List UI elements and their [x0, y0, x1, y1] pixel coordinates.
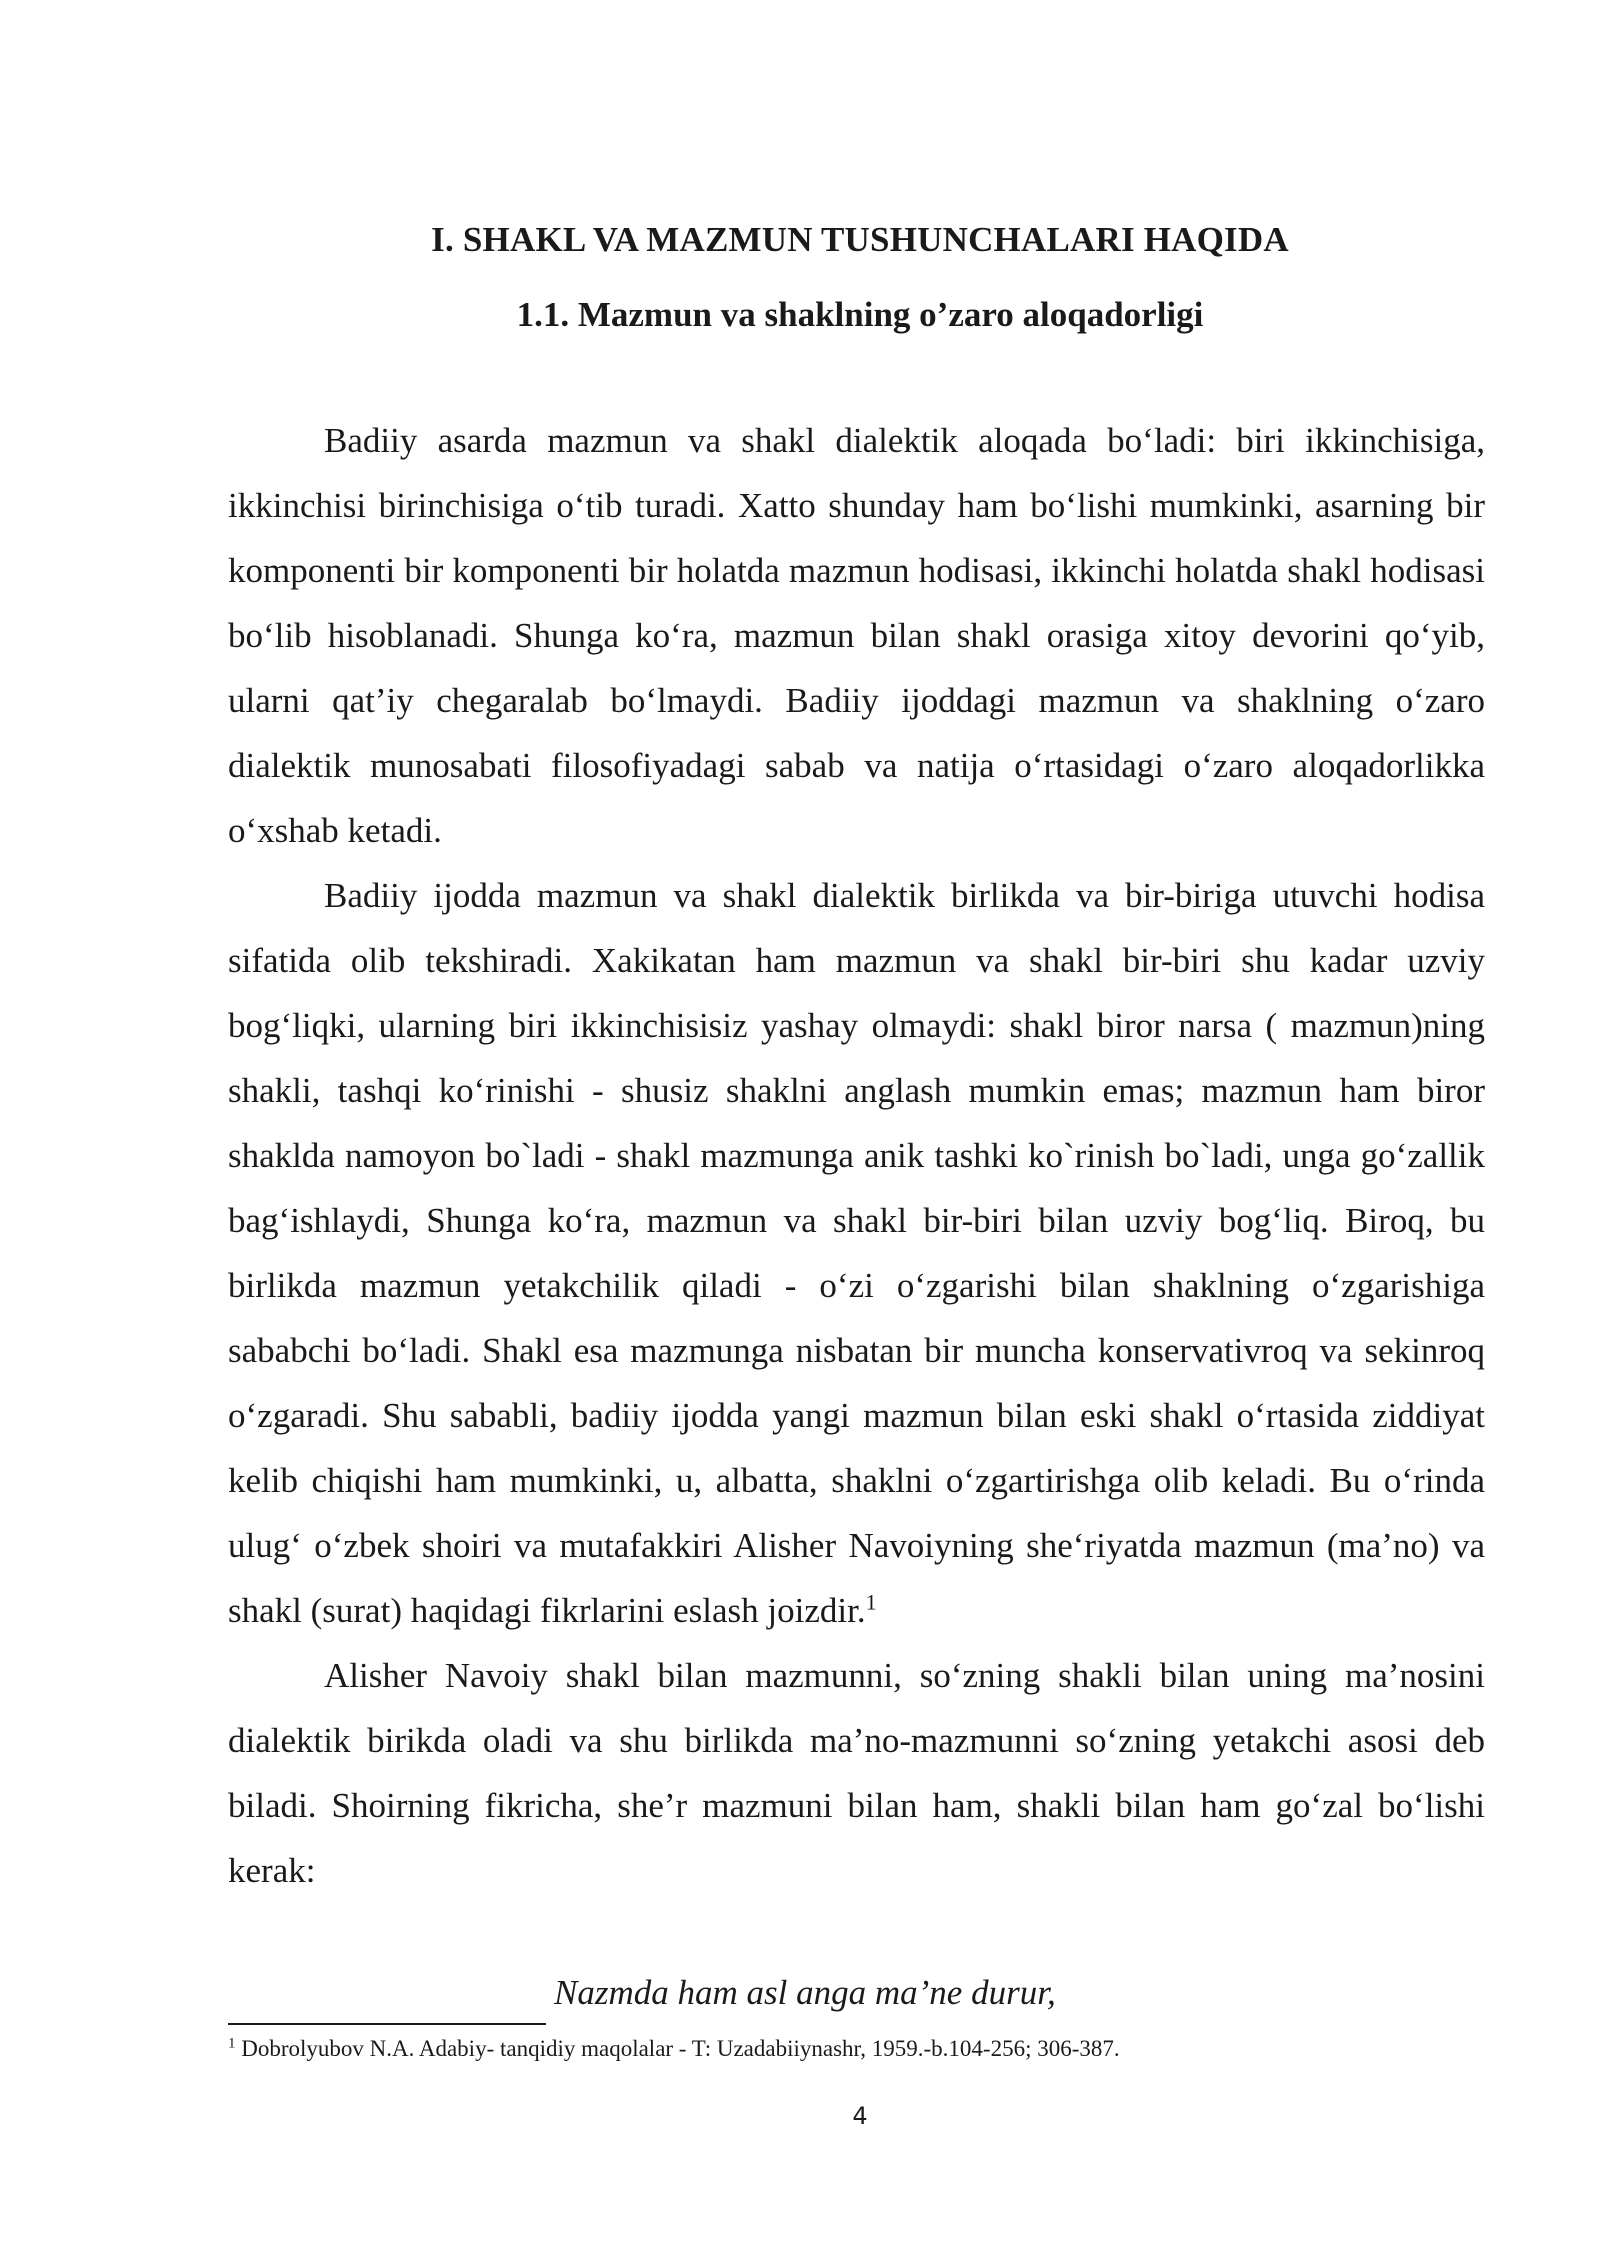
paragraph-2 — [228, 863, 1485, 1643]
footnote-reference: 1 — [865, 1589, 877, 1615]
paragraph-2-text: Badiiy ijodda mazmun va shakl dialektik birlikda va bir-biriga utuvchi hodisa sifatida olib tekshiradi. Xakikatan ham mazmun va shakl bir-biri shu kadar uzviy bog‘liqki, ularning biri ikkinchisisiz yashay olmaydi: shakl biror narsa ( mazmun)ning shakli, tashqi ko‘rinishi - shusiz shaklni anglash mumkin emas; mazmun ham biror shaklda namoyon bo`ladi - shakl mazmunga anik tashki ko`rinish bo`ladi, unga go‘zallik bag‘ishlaydi, Shunga ko‘ra, mazmun va shakl bir-biri bilan uzviy bog‘liq. Biroq, bu birlikda mazmun yetakchilik qiladi - o‘zi o‘zgarishi bilan shaklning o‘zgarishiga sababchi bo‘ladi. Shakl esa mazmunga nisbatan bir muncha konservativroq va sekinroq o‘zgaradi. Shu sababli, badiiy ijodda yangi mazmun bilan eski shakl o‘rtasida ziddiyat kelib chiqishi ham mumkinki, u, albatta, shaklni o‘zgartirishga olib keladi. Bu o‘rinda ulug‘ o‘zbek shoiri va mutafakkiri Alisher Navoiyning she‘riyatda mazmun (ma’no) va shakl (surat) haqidagi fikrlarini eslash joizdir. — [228, 876, 1485, 1630]
footnote-text: Dobrolyubov N.A. Adabiy- tanqidiy maqolalar - T: Uzadabiiynashr, 1959.-b.104-256; 306-387. — [235, 2036, 1120, 2061]
verse-line: Nazmda ham asl anga ma’ne durur, — [554, 1973, 1056, 2012]
paragraph-1: Badiiy asarda mazmun va shakl dialektik aloqada bo‘ladi: biri ikkinchisiga, ikkinchisi birinchisiga o‘tib turadi. Xatto shunday ham bo‘lishi mumkinki, asarning bir komponenti bir komponenti bir holatda mazmun hodisasi, ikkinchi holatda shakl hodisasi bo‘lib hisoblanadi. Shunga ko‘ra, mazmun bilan shakl orasiga xitoy devorini qo‘yib, ularni qat’iy chegaralab bo‘lmaydi. Badiiy ijoddagi mazmun va shaklning o‘zaro dialektik munosabati filosofiyadagi sabab va natija o‘rtasidagi o‘zaro aloqadorlikka o‘xshab ketadi. — [228, 421, 1485, 850]
section-title: 1.1. Mazmun va shaklning o’zaro aloqadorligi — [516, 295, 1204, 334]
footnote — [228, 2034, 1120, 2064]
footnote-separator — [228, 2023, 546, 2025]
paragraph-3: Alisher Navoiy shakl bilan mazmunni, so‘zning shakli bilan uning ma’nosini dialektik birikda oladi va shu birlikda ma’no-mazmunni so‘zning yetakchi asosi deb biladi. Shoirning fikricha, she’r mazmuni bilan ham, shakli bilan ham go‘zal bo‘lishi kerak: — [228, 1656, 1485, 1890]
body-text — [228, 408, 1485, 1903]
chapter-title: I. SHAKL VA MAZMUN TUSHUNCHALARI HAQIDA — [431, 220, 1289, 259]
footnote-marker: 1 — [228, 2035, 236, 2052]
page-number: 4 — [852, 2102, 868, 2130]
